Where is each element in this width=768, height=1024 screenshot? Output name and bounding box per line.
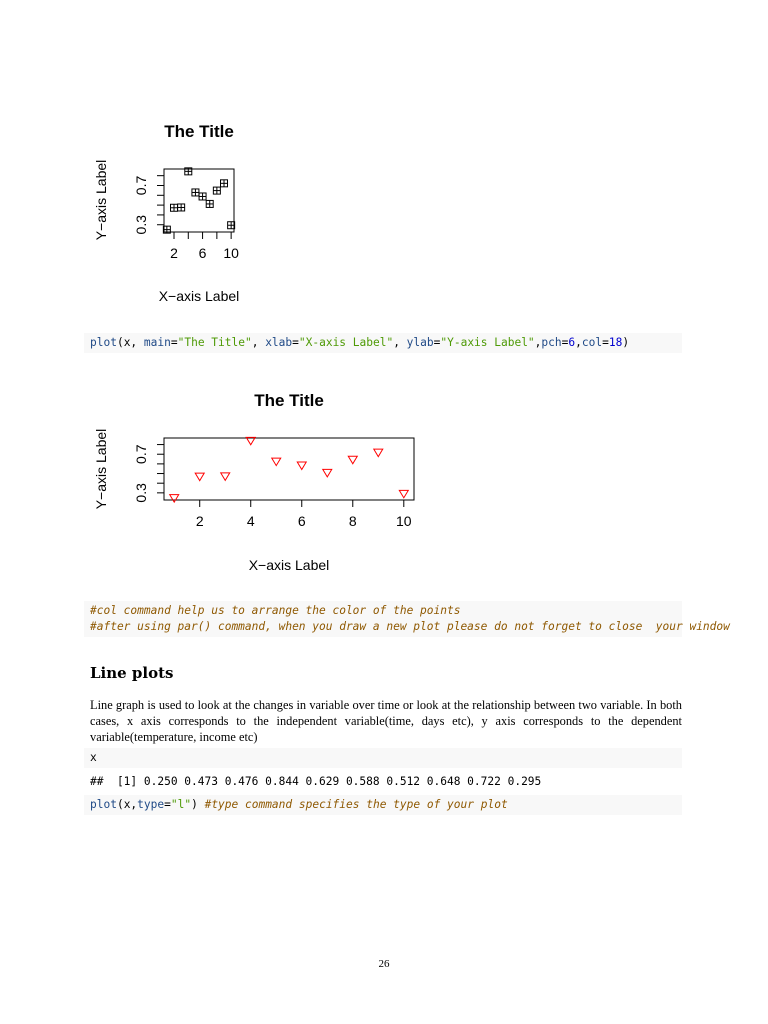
code-block-comments — [84, 601, 730, 637]
plot2-xtick-label: 6 — [297, 513, 306, 529]
console-output: ## [1] 0.250 0.473 0.476 0.844 0.629 0.588 0.512 0.648 0.722 0.295 — [90, 775, 542, 788]
plot2-point — [323, 469, 332, 477]
plot1-title: The Title — [164, 122, 234, 141]
plot1-point — [221, 180, 228, 187]
page-number: 26 — [378, 958, 390, 970]
scatter-plot-1 — [0, 0, 768, 320]
code-block-plot: plot(x, main="The Title", xlab="X-axis Label", ylab="Y-axis Label",pch=6,col=18) — [84, 333, 682, 353]
plot1-point — [213, 187, 220, 194]
plot2-frame — [164, 438, 414, 500]
plot1-ylabel: Y−axis Label — [93, 159, 109, 241]
plot2-ytick-label: 0.3 — [133, 483, 149, 503]
plot1-point — [171, 204, 178, 211]
plot2-point — [195, 473, 204, 481]
plot2-point — [374, 449, 383, 457]
plot2-point — [399, 490, 408, 498]
plot2-ytick-label: 0.7 — [133, 444, 149, 464]
plot1-frame — [164, 169, 234, 232]
comment-line-2: #after using par() command, when you draw a new plot please do not forget to close your window — [90, 620, 730, 633]
plot1-point — [178, 204, 185, 211]
plot1-xtick-label: 2 — [170, 245, 178, 261]
plot2-point — [348, 456, 357, 464]
plot2-title: The Title — [254, 391, 324, 410]
section-heading: Line plots — [90, 664, 174, 682]
plot2-xtick-label: 10 — [396, 513, 412, 529]
code-fn: plot — [90, 336, 117, 349]
plot2-xtick-label: 2 — [195, 513, 204, 529]
plot2-ylabel: Y−axis Label — [93, 428, 109, 510]
plot1-ytick-label: 0.7 — [133, 175, 149, 196]
plot1-point — [192, 189, 199, 196]
plot1-xlabel: X−axis Label — [158, 288, 240, 304]
plot2-xtick-label: 4 — [246, 513, 255, 529]
plot2-xlabel: X−axis Label — [248, 557, 330, 573]
section-paragraph: Line graph is used to look at the changes in variable over time or look at the relationship between two variable. In both cases, x axis corresponds to the independent variable(time, days etc), y axis corresponds to the dependent variable(temperature, income etc) — [90, 698, 682, 744]
code-block-plot-type: plot(x,type="l") #type command specifies the type of your plot — [84, 795, 682, 815]
plot2-xtick-label: 8 — [348, 513, 357, 529]
plot2-ylabel-wrap — [0, 370, 140, 590]
plot1-ytick-label: 0.3 — [133, 215, 149, 235]
plot1-point — [206, 200, 213, 207]
plot2-point — [170, 495, 179, 503]
comment-line-1: #col command help us to arrange the color of the points — [90, 604, 461, 617]
plot2-point — [221, 473, 230, 481]
plot1-xtick-label: 10 — [223, 245, 239, 261]
plot1-xtick-label: 6 — [198, 245, 207, 261]
plot1-point — [199, 193, 206, 200]
plot2-point — [297, 462, 306, 470]
plot2-point — [272, 458, 281, 466]
code-block-x: x — [84, 748, 682, 768]
